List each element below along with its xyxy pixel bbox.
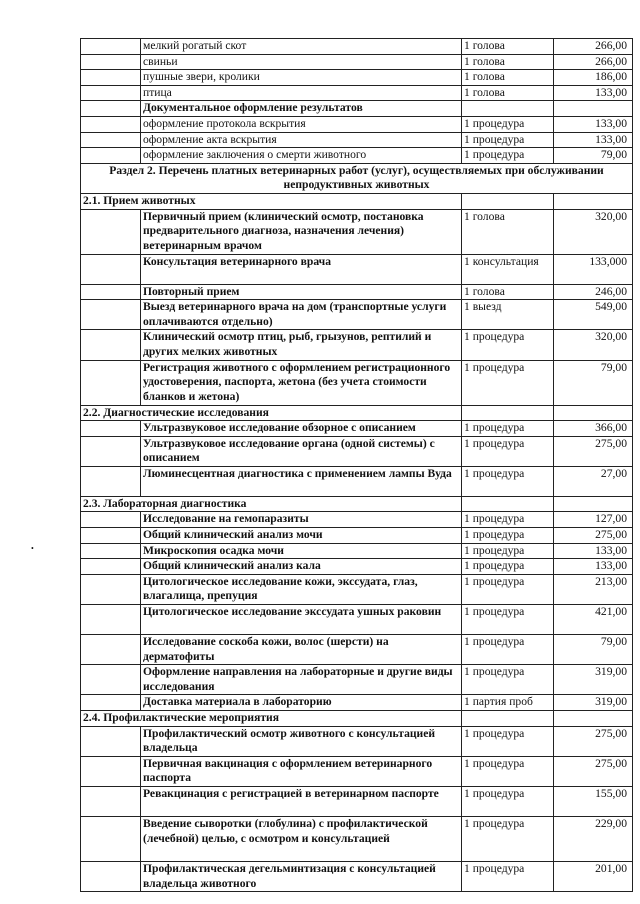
price-cell (554, 711, 633, 727)
table-row (81, 605, 633, 635)
row-number-cell (81, 54, 141, 70)
subsection-2-1-row (81, 193, 633, 209)
row-number-cell (81, 756, 141, 786)
table-row (81, 300, 633, 330)
row-number-cell (81, 559, 141, 575)
subsection-title: 2.2. Диагностические исследования (81, 405, 462, 421)
price-cell: 319,00 (554, 695, 633, 711)
price-cell: 320,00 (554, 209, 633, 254)
price-table (80, 38, 633, 892)
unit-cell: 1 процедура (462, 605, 554, 635)
price-cell: 421,00 (554, 605, 633, 635)
table-row (81, 559, 633, 575)
price-cell: 79,00 (554, 360, 633, 405)
row-number-cell (81, 466, 141, 496)
unit-cell: 1 процедура (462, 148, 554, 164)
service-name-cell: Клинический осмотр птиц, рыб, грызунов, рептилий и других мелких животных (141, 330, 462, 360)
table-row (81, 360, 633, 405)
service-name-cell: Повторный прием (141, 284, 462, 300)
subsection-title: 2.3. Лабораторная диагностика (81, 496, 462, 512)
unit-cell: 1 процедура (462, 559, 554, 575)
price-cell: 275,00 (554, 528, 633, 544)
table-row (81, 816, 633, 861)
row-number-cell (81, 695, 141, 711)
price-cell: 275,00 (554, 756, 633, 786)
subsection-title: 2.4. Профилактические мероприятия (81, 711, 462, 727)
row-number-cell (81, 360, 141, 405)
unit-cell: 1 голова (462, 70, 554, 86)
row-number-cell (81, 70, 141, 86)
unit-cell: 1 голова (462, 39, 554, 55)
unit-cell (462, 711, 554, 727)
row-number-cell (81, 605, 141, 635)
price-cell: 133,00 (554, 543, 633, 559)
unit-cell: 1 консультация (462, 254, 554, 284)
section-2-title-row (81, 163, 633, 193)
price-cell: 133,00 (554, 85, 633, 101)
service-name-cell: Ультразвуковое исследование органа (одной системы) с описанием (141, 436, 462, 466)
service-name-cell: Первичный прием (клинический осмотр, постановка предварительного диагноза, назначения лечения) ветеринарным врачом (141, 209, 462, 254)
unit-cell: 1 процедура (462, 726, 554, 756)
row-number-cell (81, 665, 141, 695)
price-cell: 186,00 (554, 70, 633, 86)
table-row (81, 635, 633, 665)
row-number-cell (81, 39, 141, 55)
unit-cell: 1 процедура (462, 786, 554, 816)
service-name-cell: Ультразвуковое исследование обзорное с описанием (141, 421, 462, 437)
service-name-cell: Цитологическое исследование кожи, экссудата, глаз, влагалища, препуция (141, 574, 462, 604)
row-number-cell (81, 436, 141, 466)
row-number-cell (81, 543, 141, 559)
table-row (81, 85, 633, 101)
unit-cell: 1 голова (462, 85, 554, 101)
service-name-cell: Исследование на гемопаразиты (141, 512, 462, 528)
service-name-cell: Доставка материала в лабораторию (141, 695, 462, 711)
table-row (81, 695, 633, 711)
section-title: Раздел 2. Перечень платных ветеринарных работ (услуг), осуществляемых при обслуживании непродуктивных животных (81, 163, 633, 193)
row-number-cell (81, 786, 141, 816)
table-row (81, 421, 633, 437)
price-cell (554, 405, 633, 421)
service-name-cell: оформление протокола вскрытия (141, 116, 462, 132)
row-number-cell (81, 528, 141, 544)
row-number-cell (81, 116, 141, 132)
service-name-cell: пушные звери, кролики (141, 70, 462, 86)
price-cell: 549,00 (554, 300, 633, 330)
row-number-cell (81, 209, 141, 254)
price-cell: 127,00 (554, 512, 633, 528)
price-cell: 79,00 (554, 635, 633, 665)
row-number-cell (81, 148, 141, 164)
table-row (81, 70, 633, 86)
table-row (81, 861, 633, 891)
row-number-cell (81, 330, 141, 360)
row-number-cell (81, 101, 141, 117)
price-cell: 320,00 (554, 330, 633, 360)
unit-cell: 1 процедура (462, 756, 554, 786)
unit-cell: 1 процедура (462, 543, 554, 559)
service-name-cell: птица (141, 85, 462, 101)
row-number-cell (81, 574, 141, 604)
price-cell: 275,00 (554, 726, 633, 756)
service-name-cell: Выезд ветеринарного врача на дом (транспортные услуги оплачиваются отдельно) (141, 300, 462, 330)
unit-cell: 1 процедура (462, 330, 554, 360)
price-cell: 213,00 (554, 574, 633, 604)
price-cell: 133,00 (554, 132, 633, 148)
service-name-cell: Микроскопия осадка мочи (141, 543, 462, 559)
unit-cell (462, 405, 554, 421)
unit-cell: 1 процедура (462, 635, 554, 665)
service-name-cell: оформление заключения о смерти животного (141, 148, 462, 164)
unit-cell: 1 процедура (462, 574, 554, 604)
service-name-cell: Профилактический осмотр животного с консультацией владельца (141, 726, 462, 756)
heading-cell: Документальное оформление результатов (141, 101, 462, 117)
unit-cell: 1 процедура (462, 436, 554, 466)
table-row (81, 726, 633, 756)
table-row (81, 574, 633, 604)
unit-cell (462, 101, 554, 117)
unit-cell: 1 партия проб (462, 695, 554, 711)
price-cell (554, 193, 633, 209)
unit-cell: 1 процедура (462, 132, 554, 148)
table-row (81, 132, 633, 148)
price-list-sheet (80, 38, 627, 892)
row-number-cell (81, 861, 141, 891)
service-name-cell: Исследование соскоба кожи, волос (шерсти) на дерматофиты (141, 635, 462, 665)
unit-cell: 1 процедура (462, 528, 554, 544)
price-cell: 319,00 (554, 665, 633, 695)
service-name-cell: оформление акта вскрытия (141, 132, 462, 148)
unit-cell: 1 процедура (462, 116, 554, 132)
table-row (81, 528, 633, 544)
price-cell: 27,00 (554, 466, 633, 496)
unit-cell (462, 496, 554, 512)
price-cell: 133,00 (554, 116, 633, 132)
service-name-cell: Общий клинический анализ кала (141, 559, 462, 575)
table-row (81, 512, 633, 528)
service-name-cell: Люминесцентная диагностика с применением лампы Вуда (141, 466, 462, 496)
price-cell (554, 496, 633, 512)
unit-cell: 1 голова (462, 209, 554, 254)
table-row (81, 254, 633, 284)
row-number-cell (81, 300, 141, 330)
table-row (81, 284, 633, 300)
subsection-2-2-row (81, 405, 633, 421)
price-cell: 79,00 (554, 148, 633, 164)
table-row (81, 330, 633, 360)
price-cell: 275,00 (554, 436, 633, 466)
service-name-cell: Общий клинический анализ мочи (141, 528, 462, 544)
unit-cell: 1 процедура (462, 421, 554, 437)
table-row (81, 209, 633, 254)
service-name-cell: Ревакцинация с регистрацией в ветеринарном паспорте (141, 786, 462, 816)
unit-cell: 1 голова (462, 284, 554, 300)
price-cell: 201,00 (554, 861, 633, 891)
row-number-cell (81, 421, 141, 437)
price-cell: 266,00 (554, 54, 633, 70)
subsection-title: 2.1. Прием животных (81, 193, 462, 209)
price-cell: 229,00 (554, 816, 633, 861)
unit-cell: 1 процедура (462, 512, 554, 528)
table-row (81, 436, 633, 466)
row-number-cell (81, 726, 141, 756)
price-cell: 366,00 (554, 421, 633, 437)
row-number-cell (81, 254, 141, 284)
service-name-cell: Введение сыворотки (глобулина) с профилактической (лечебной) целью, с осмотром и консультацией (141, 816, 462, 861)
table-row (81, 543, 633, 559)
unit-cell: 1 выезд (462, 300, 554, 330)
row-number-cell (81, 512, 141, 528)
unit-cell: 1 процедура (462, 861, 554, 891)
unit-cell: 1 процедура (462, 466, 554, 496)
table-row (81, 786, 633, 816)
row-number-cell (81, 132, 141, 148)
table-row (81, 665, 633, 695)
price-cell: 246,00 (554, 284, 633, 300)
table-row (81, 466, 633, 496)
table-row (81, 756, 633, 786)
price-cell: 266,00 (554, 39, 633, 55)
service-name-cell: Оформление направления на лабораторные и другие виды исследования (141, 665, 462, 695)
table-row (81, 54, 633, 70)
service-name-cell: свиньи (141, 54, 462, 70)
service-name-cell: Цитологическое исследование экссудата ушных раковин (141, 605, 462, 635)
service-name-cell: Профилактическая дегельминтизация с консультацией владельца животного (141, 861, 462, 891)
row-number-cell (81, 85, 141, 101)
price-cell: 133,000 (554, 254, 633, 284)
stray-mark: • (31, 544, 34, 553)
service-name-cell: Консультация ветеринарного врача (141, 254, 462, 284)
service-name-cell: Регистрация животного с оформлением регистрационного удостоверения, паспорта, жетона (без учета стоимости бланков и жетона) (141, 360, 462, 405)
price-cell: 155,00 (554, 786, 633, 816)
service-name-cell: мелкий рогатый скот (141, 39, 462, 55)
price-cell: 133,00 (554, 559, 633, 575)
row-number-cell (81, 635, 141, 665)
unit-cell: 1 голова (462, 54, 554, 70)
table-row (81, 148, 633, 164)
subsection-2-4-row (81, 711, 633, 727)
price-cell (554, 101, 633, 117)
unit-cell: 1 процедура (462, 665, 554, 695)
docs-heading-row (81, 101, 633, 117)
unit-cell (462, 193, 554, 209)
table-row (81, 116, 633, 132)
row-number-cell (81, 284, 141, 300)
service-name-cell: Первичная вакцинация с оформлением ветеринарного паспорта (141, 756, 462, 786)
unit-cell: 1 процедура (462, 360, 554, 405)
table-row (81, 39, 633, 55)
row-number-cell (81, 816, 141, 861)
unit-cell: 1 процедура (462, 816, 554, 861)
subsection-2-3-row (81, 496, 633, 512)
